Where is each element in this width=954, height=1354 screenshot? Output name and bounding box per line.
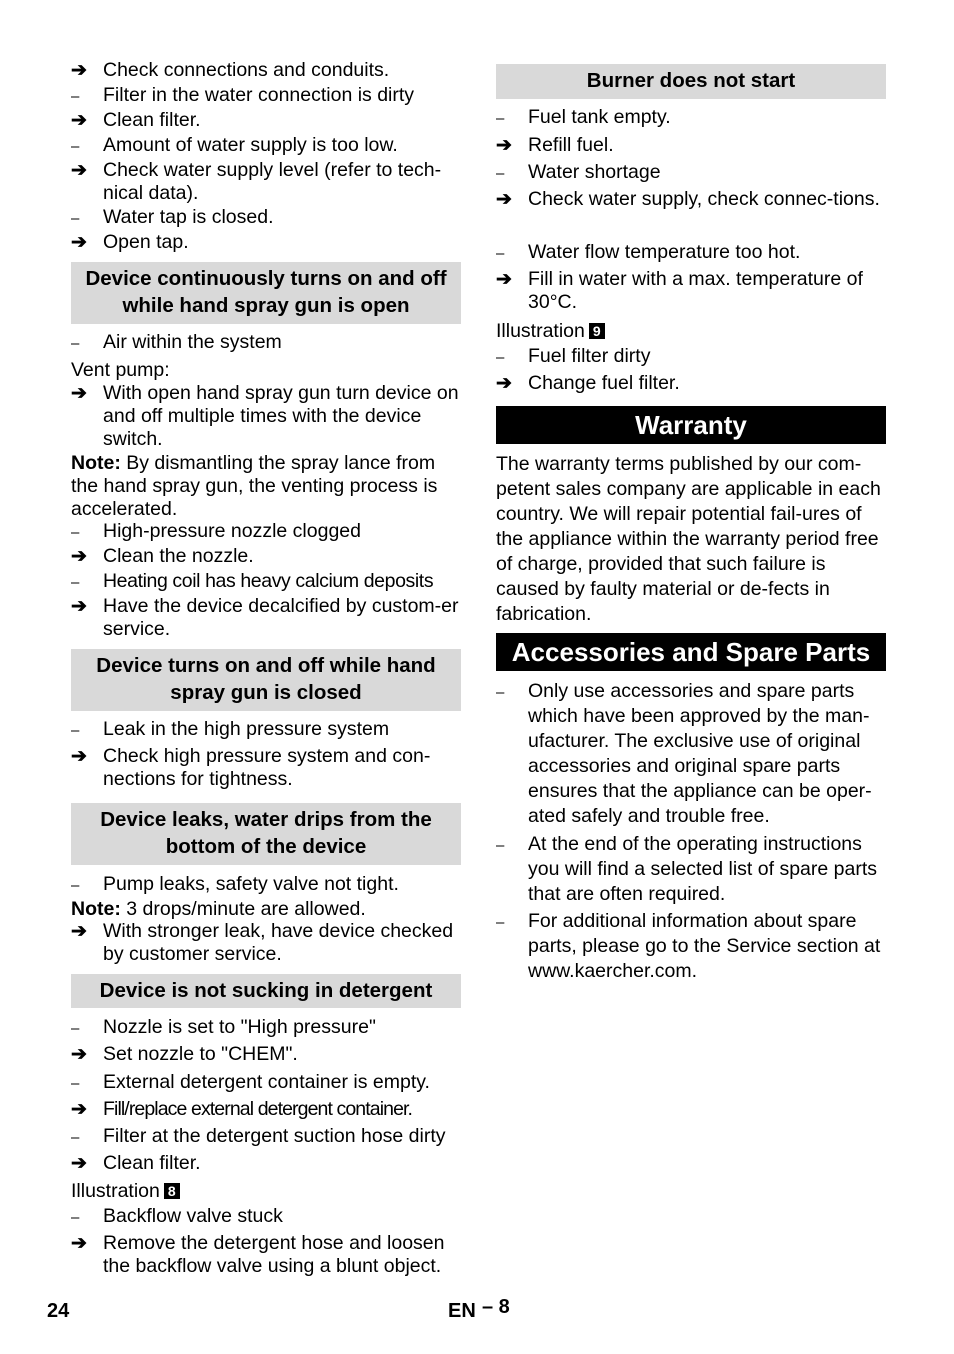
list-item: – Backflow valve stuck xyxy=(71,1205,283,1227)
language-code: EN xyxy=(448,1300,476,1322)
arrow-icon: ➔ xyxy=(71,232,87,253)
list-item: – External detergent container is empty. xyxy=(71,1071,430,1093)
list-item: – Fuel filter dirty xyxy=(496,345,651,367)
dash-icon: – xyxy=(496,110,505,127)
list-item: ➔ Refill fuel. xyxy=(496,134,614,156)
accessories-heading: Accessories and Spare Parts xyxy=(496,633,886,671)
list-item: – High-pressure nozzle clogged xyxy=(71,520,361,542)
arrow-icon: ➔ xyxy=(496,373,512,394)
arrow-icon: ➔ xyxy=(71,1044,87,1065)
arrow-icon: ➔ xyxy=(71,746,87,767)
list-item: ➔ Have the device decalcified by custom-er service. xyxy=(71,595,459,640)
arrow-icon: ➔ xyxy=(71,1233,87,1254)
arrow-icon: ➔ xyxy=(71,596,87,617)
list-item: – Water tap is closed. xyxy=(71,206,274,228)
list-item: – Pump leaks, safety valve not tight. xyxy=(71,873,399,895)
illustration-reference: Illustration 9 xyxy=(496,320,886,343)
section-heading: Device is not sucking in detergent xyxy=(71,974,461,1008)
list-item: – Filter in the water connection is dirty xyxy=(71,84,415,106)
dash-icon: – xyxy=(71,138,80,155)
arrow-icon: ➔ xyxy=(496,189,512,210)
list-item: ➔ Set nozzle to "CHEM". xyxy=(71,1043,298,1065)
dash-icon: – xyxy=(496,349,505,366)
paragraph: Vent pump: xyxy=(71,359,170,381)
list-item: – Amount of water supply is too low. xyxy=(71,134,398,156)
list-item: – For additional information about spare parts, please go to the Service section at www.kaercher.com. xyxy=(496,910,881,982)
arrow-icon: ➔ xyxy=(496,269,512,290)
list-item: ➔ Check water supply, check connec-tions. xyxy=(496,188,880,210)
list-item: – Heating coil has heavy calcium deposits xyxy=(71,570,434,592)
list-item: ➔ Clean filter. xyxy=(71,109,201,131)
list-item: ➔ Open tap. xyxy=(71,231,189,253)
note: Note: 3 drops/minute are allowed. xyxy=(71,898,366,920)
list-item: – Filter at the detergent suction hose dirty xyxy=(71,1125,446,1147)
list-item: – Nozzle is set to "High pressure" xyxy=(71,1016,376,1038)
list-item: ➔ Check water supply level (refer to tech-nical data). xyxy=(71,159,442,204)
arrow-icon: ➔ xyxy=(71,1153,87,1174)
section-heading: Burner does not start xyxy=(496,64,886,99)
list-item: – Fuel tank empty. xyxy=(496,106,671,128)
note-label: Note: xyxy=(71,898,121,920)
arrow-icon: ➔ xyxy=(71,160,87,181)
list-item: – Water shortage xyxy=(496,161,661,183)
list-item: – Water flow temperature too hot. xyxy=(496,241,801,263)
dash-icon: – xyxy=(71,877,80,894)
dash-icon: – xyxy=(71,524,80,541)
list-item: ➔ Check connections and conduits. xyxy=(71,59,390,81)
arrow-icon: ➔ xyxy=(71,1099,87,1120)
list-item: ➔ With stronger leak, have device checked by customer service. xyxy=(71,920,454,965)
arrow-icon: ➔ xyxy=(71,110,87,131)
list-item: ➔ Fill/replace external detergent container. xyxy=(71,1098,413,1120)
arrow-icon: ➔ xyxy=(71,921,87,942)
illustration-number-badge: 8 xyxy=(164,1183,180,1199)
section-page-number: – 8 xyxy=(482,1296,510,1318)
list-item: – Air within the system xyxy=(71,331,282,353)
list-item: – Leak in the high pressure system xyxy=(71,718,390,740)
dash-icon: – xyxy=(71,1129,80,1146)
dash-icon: – xyxy=(496,914,505,931)
page-number: 24 xyxy=(47,1300,70,1322)
list-item: – At the end of the operating instructions you will find a selected list of spare parts that are often required. xyxy=(496,833,878,905)
dash-icon: – xyxy=(496,837,505,854)
arrow-icon: ➔ xyxy=(71,383,87,404)
list-item: ➔ Change fuel filter. xyxy=(496,372,680,394)
list-item: ➔ Check high pressure system and con-nections for tightness. xyxy=(71,745,431,790)
dash-icon: – xyxy=(71,1020,80,1037)
section-heading: Device leaks, water drips from the bottom of the device xyxy=(71,803,461,865)
dash-icon: – xyxy=(71,722,80,739)
note-label: Note: xyxy=(71,452,121,474)
dash-icon: – xyxy=(71,210,80,227)
illustration-reference: Illustration 8 xyxy=(71,1180,461,1203)
warranty-heading: Warranty xyxy=(496,406,886,444)
list-item: ➔ Clean the nozzle. xyxy=(71,545,254,567)
dash-icon: – xyxy=(71,88,80,105)
illustration-number-badge: 9 xyxy=(589,323,605,339)
dash-icon: – xyxy=(496,245,505,262)
dash-icon: – xyxy=(71,1075,80,1092)
note: Note: By dismantling the spray lance from the hand spray gun, the venting process is accelerated. xyxy=(71,452,438,520)
list-item: ➔ Remove the detergent hose and loosen the backflow valve using a blunt object. xyxy=(71,1232,445,1277)
section-heading: Device turns on and off while hand spray gun is closed xyxy=(71,649,461,711)
warranty-text: The warranty terms published by our com-petent sales company are applicable in each country. We will repair potential fail-ures of the appliance within the warranty period free of charge, provided that such failure is caused by faulty material or de-fects in fabrication. xyxy=(496,453,881,625)
list-item: ➔ Clean filter. xyxy=(71,1152,201,1174)
list-item: – Only use accessories and spare parts which have been approved by the man-ufacturer. The exclusive use of original accessories and original spare parts ensures that the appliance can be oper-ated safely and trouble free. xyxy=(496,680,872,827)
list-item: ➔ With open hand spray gun turn device on and off multiple times with the device switch. xyxy=(71,382,459,450)
section-heading: Device continuously turns on and off while hand spray gun is open xyxy=(71,262,461,324)
dash-icon: – xyxy=(71,574,79,591)
dash-icon: – xyxy=(71,1209,80,1226)
dash-icon: – xyxy=(71,335,80,352)
dash-icon: – xyxy=(496,684,505,701)
dash-icon: – xyxy=(496,165,505,182)
arrow-icon: ➔ xyxy=(71,546,87,567)
arrow-icon: ➔ xyxy=(71,60,87,81)
list-item: ➔ Fill in water with a max. temperature of 30°C. xyxy=(496,268,863,313)
arrow-icon: ➔ xyxy=(496,135,512,156)
